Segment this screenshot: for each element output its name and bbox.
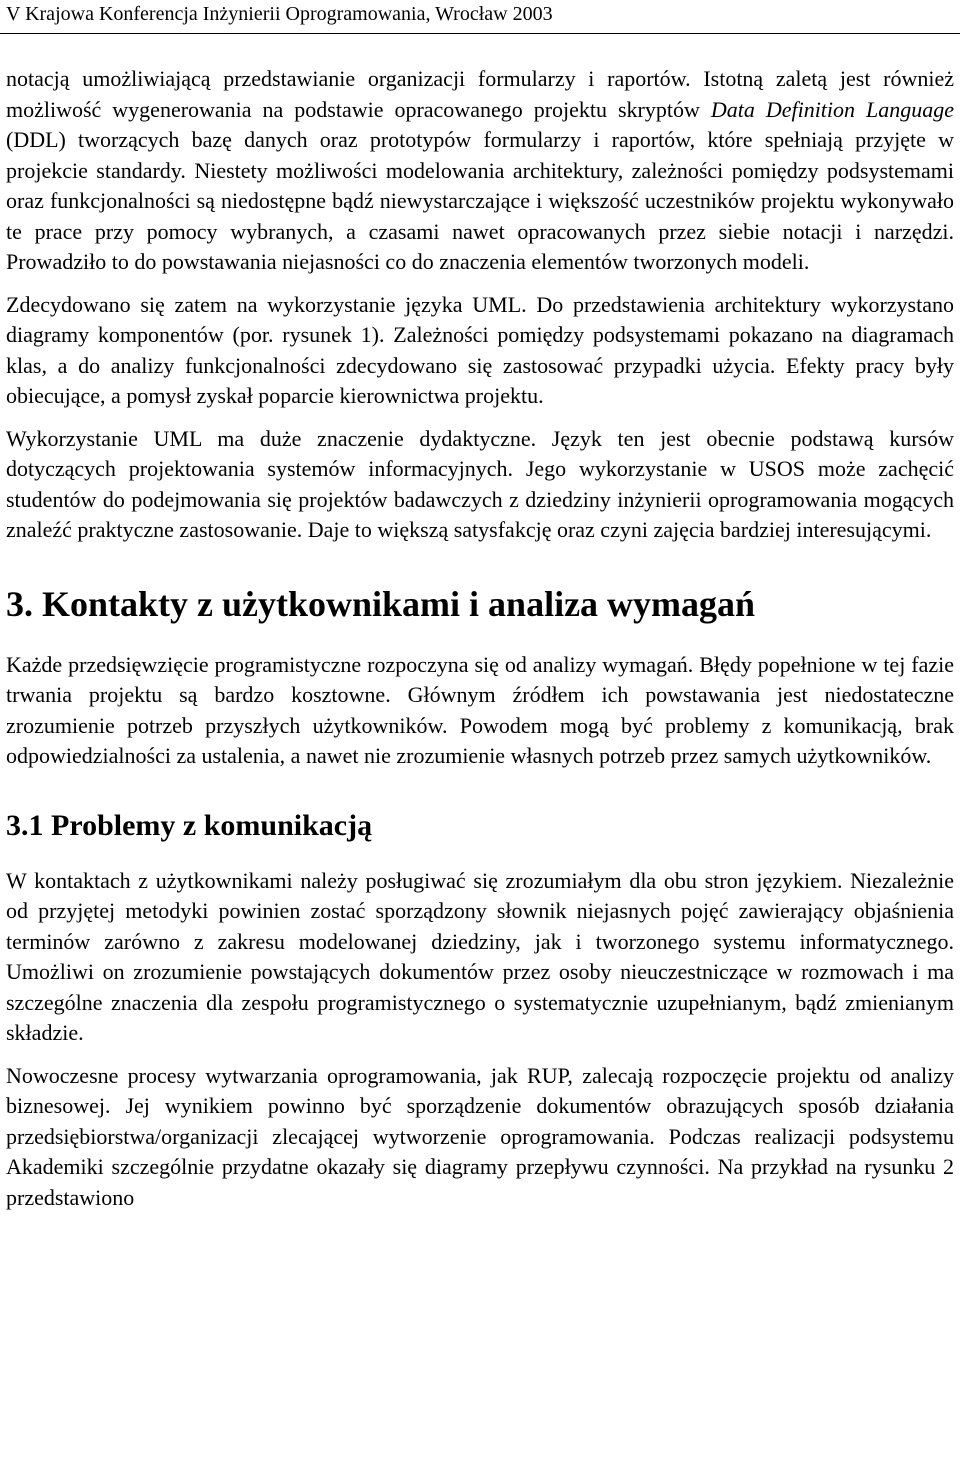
subsection-heading: 3.1 Problemy z komunikacją <box>6 808 373 842</box>
running-header: V Krajowa Konferencja Inżynierii Oprogramowania, Wrocław 2003 <box>6 3 553 25</box>
paragraph-text: notacją umożliwiającą przedstawianie organizacji formularzy i raportów. Istotną zaletą jest również możliwość wygenerowania na podstawie opracowanego projektu skryptów <box>6 66 954 122</box>
body-paragraph: W kontaktach z użytkownikami należy posługiwać się zrozumiałym dla obu stron językiem. Niezależnie od przyjętej metodyki powinien zostać sporządzony słownik niejasnych pojęć zawierający objaśnienia terminów zarówno z zakresu modelowanej dziedziny, jak i tworzonego systemu informatycznego. Umożliwi on zrozumienie powstających dokumentów przez osoby nieuczestniczące w rozmowach i ma szczególne znaczenia dla zespołu programistycznego o systematycznie uzupełnianym, bądź zmienianym składzie. <box>6 867 954 1045</box>
italic-term: Data Definition Language <box>710 96 955 122</box>
document-body <box>6 64 954 1225</box>
body-paragraph <box>6 64 954 278</box>
body-paragraph: Wykorzystanie UML ma duże znaczenie dydaktyczne. Język ten jest obecnie podstawą kursów dotyczących projektowania systemów informacyjnych. Jego wykorzystanie w USOS może zachęcić studentów do podejmowania się projektów badawczych z dziedziny inżynierii oprogramowania mogących znaleźć praktyczne zastosowanie. Daje to większą satysfakcję oraz czyni zajęcia bardziej interesującymi. <box>6 425 954 542</box>
body-paragraph: Zdecydowano się zatem na wykorzystanie języka UML. Do przedstawienia architektury wykorzystano diagramy komponentów (por. rysunek 1). Zależności pomiędzy podsystemami pokazano na diagramach klas, a do analizy funkcjonalności zdecydowano się zastosować przypadki użycia. Efekty pracy były obiecujące, a pomysł zyskał poparcie kierownictwa projektu. <box>6 291 954 408</box>
header-rule <box>0 33 960 34</box>
body-paragraph: Każde przedsięwzięcie programistyczne rozpoczyna się od analizy wymagań. Błędy popełnione w tej fazie trwania projektu są bardzo kosztowne. Głównym źródłem ich powstawania jest niedostateczne zrozumienie potrzeb przyszłych użytkowników. Powodem mogą być problemy z komunikacją, brak odpowiedzialności za ustalenia, a nawet nie zrozumienie własnych potrzeb przez samych użytkowników. <box>6 651 954 768</box>
paragraph-text: (DDL) tworzących bazę danych oraz prototypów formularzy i raportów, które spełniają przyjęte w projekcie standardy. Niestety możliwości modelowania architektury, zależności pomiędzy podsystemami oraz funkcjonalności są niedostępne bądź niewystarczające i większość uczestników projektu wykonywało te prace przy pomocy wybranych, a czasami nawet opracowanych przez siebie notacji i narzędzi. Prowadziło to do powstawania niejasności co do znaczenia elementów tworzonych modeli. <box>6 127 954 274</box>
section-heading: 3. Kontakty z użytkownikami i analiza wymagań <box>6 583 756 624</box>
body-paragraph: Nowoczesne procesy wytwarzania oprogramowania, jak RUP, zalecają rozpoczęcie projektu od analizy biznesowej. Jej wynikiem powinno być sporządzenie dokumentów obrazujących sposób działania przedsiębiorstwa/organizacji zlecającej wytworzenie oprogramowania. Podczas realizacji podsystemu Akademiki szczególnie przydatne okazały się diagramy przepływu czynności. Na przykład na rysunku 2 przedstawiono <box>6 1062 954 1210</box>
